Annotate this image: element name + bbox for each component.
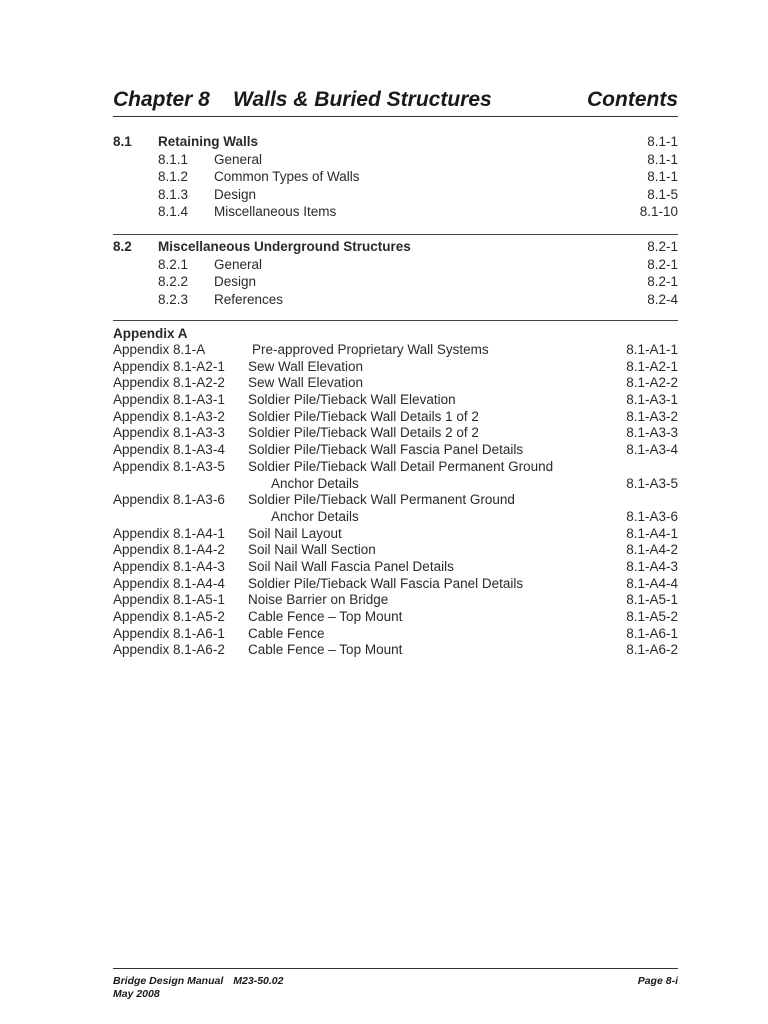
appendix-page: 8.1-A4-2 — [626, 542, 678, 558]
section-title: Miscellaneous Underground Structures — [158, 239, 411, 254]
appendix-code: Appendix 8.1-A3-2 — [113, 408, 225, 424]
appendix-code: Appendix 8.1-A2-1 — [113, 358, 225, 374]
appendix-page: 8.1-A1-1 — [626, 342, 678, 357]
appendix-page: 8.1-A6-1 — [626, 625, 678, 641]
chapter-heading — [113, 88, 492, 112]
appendix-page: 8.1-A4-3 — [626, 558, 678, 574]
section-title: Retaining Walls — [158, 134, 259, 149]
appendix-page: 8.1-A5-1 — [626, 592, 678, 608]
footer-manual-code: M23-50.02 — [233, 975, 284, 987]
appendix-entry-title: Soil Nail Layout — [248, 525, 342, 541]
toc-subsection[interactable] — [113, 203, 678, 221]
section-number: 8.2 — [113, 239, 132, 254]
subsection-number: 8.2.1 — [158, 256, 189, 272]
appendix-entry[interactable] — [113, 342, 678, 359]
section-number: 8.1 — [113, 134, 132, 149]
subsection-title: Design — [214, 186, 257, 202]
appendix-code: Appendix 8.1-A4-2 — [113, 542, 225, 558]
toc-section-heading[interactable] — [113, 238, 678, 256]
toc-appendix-a — [113, 325, 678, 659]
subsection-page: 8.1-5 — [647, 186, 678, 202]
appendix-page: 8.1-A3-2 — [626, 408, 678, 424]
appendix-entry[interactable] — [113, 609, 678, 626]
subsection-title: Common Types of Walls — [214, 169, 360, 185]
appendix-page: 8.1-A3-6 — [626, 508, 678, 524]
appendix-entry[interactable] — [113, 459, 678, 476]
appendix-page: 8.1-A3-1 — [626, 392, 678, 408]
subsection-title: General — [214, 256, 263, 272]
subsection-title: General — [214, 151, 263, 167]
toc-subsection[interactable] — [113, 168, 678, 186]
section-page: 8.1-1 — [647, 134, 678, 149]
appendix-code: Appendix 8.1-A3-5 — [113, 458, 225, 474]
chapter-header — [113, 88, 678, 117]
appendix-entry[interactable] — [113, 592, 678, 609]
appendix-entry-title: Soldier Pile/Tieback Wall Elevation — [248, 392, 456, 408]
subsection-page: 8.2-1 — [647, 256, 678, 272]
footer-page-number: Page 8-i — [637, 975, 678, 987]
section-page: 8.2-1 — [647, 239, 678, 254]
appendix-page: 8.1-A6-2 — [626, 642, 678, 658]
subsection-number: 8.1.4 — [158, 204, 189, 220]
appendix-entry-title: Soldier Pile/Tieback Wall Permanent Ground — [248, 492, 515, 508]
page-footer — [113, 968, 678, 1000]
subsection-number: 8.1.1 — [158, 151, 189, 167]
appendix-code: Appendix 8.1-A3-1 — [113, 392, 225, 408]
appendix-code: Appendix 8.1-A4-3 — [113, 558, 225, 574]
appendix-entry-title: Soldier Pile/Tieback Wall Detail Permanent Ground — [248, 458, 554, 474]
footer-manual: Bridge Design Manual — [113, 975, 224, 987]
toc-section-8-2 — [113, 238, 678, 308]
subsection-page: 8.2-4 — [647, 291, 678, 307]
appendix-entry[interactable] — [113, 526, 678, 543]
appendix-entry-title: Soil Nail Wall Section — [248, 542, 376, 558]
appendix-entry-title: Soldier Pile/Tieback Wall Details 1 of 2 — [248, 408, 479, 424]
appendix-page: 8.1-A5-2 — [626, 609, 678, 624]
appendix-code: Appendix 8.1-A2-2 — [113, 375, 225, 391]
subsection-page: 8.1-1 — [647, 151, 678, 167]
section-divider — [113, 320, 678, 321]
appendix-entry-title: Soil Nail Wall Fascia Panel Details — [248, 558, 454, 574]
appendix-entry-title-cont: Anchor Details — [271, 475, 359, 491]
appendix-entry[interactable] — [113, 492, 678, 509]
appendix-page: 8.1-A4-4 — [626, 575, 678, 591]
subsection-title: References — [214, 291, 284, 307]
appendix-code: Appendix 8.1-A4-1 — [113, 525, 225, 541]
appendix-entry-title: Pre-approved Proprietary Wall Systems — [252, 342, 489, 357]
appendix-entry-title: Cable Fence – Top Mount — [248, 609, 403, 624]
appendix-entry[interactable] — [113, 576, 678, 593]
section-divider — [113, 234, 678, 235]
appendix-page: 8.1-A3-3 — [626, 425, 678, 441]
appendix-entry[interactable] — [113, 642, 678, 659]
appendix-page: 8.1-A3-5 — [626, 475, 678, 491]
subsection-page: 8.1-1 — [647, 169, 678, 185]
toc-subsection[interactable] — [113, 273, 678, 291]
appendix-entry-title: Soldier Pile/Tieback Wall Fascia Panel Details — [248, 442, 524, 458]
appendix-page: 8.1-A3-4 — [626, 442, 678, 458]
subsection-title: Miscellaneous Items — [214, 204, 337, 220]
appendix-entry[interactable] — [113, 425, 678, 442]
appendix-code: Appendix 8.1-A5-2 — [113, 609, 225, 624]
appendix-code: Appendix 8.1-A — [113, 342, 206, 357]
document-page — [113, 0, 678, 1024]
appendix-entry[interactable] — [113, 442, 678, 459]
toc-subsection[interactable] — [113, 256, 678, 274]
appendix-title: Appendix A — [113, 326, 188, 341]
subsection-page: 8.1-10 — [639, 204, 678, 220]
appendix-entry-title: Sew Wall Elevation — [248, 375, 364, 391]
appendix-code: Appendix 8.1-A6-1 — [113, 625, 225, 641]
appendix-entry[interactable] — [113, 409, 678, 426]
subsection-title: Design — [214, 274, 257, 290]
appendix-page: 8.1-A4-1 — [626, 525, 678, 541]
appendix-entry-title: Soldier Pile/Tieback Wall Details 2 of 2 — [248, 425, 479, 441]
chapter-title: Walls & Buried Structures — [233, 88, 492, 111]
appendix-code: Appendix 8.1-A4-4 — [113, 575, 225, 591]
contents-label: Contents — [587, 88, 678, 111]
appendix-code: Appendix 8.1-A3-4 — [113, 442, 225, 458]
appendix-entry-continuation[interactable] — [113, 509, 678, 526]
subsection-number: 8.2.3 — [158, 291, 189, 307]
toc-subsection[interactable] — [113, 291, 678, 309]
appendix-entry-continuation[interactable] — [113, 476, 678, 493]
appendix-entry-title: Cable Fence — [248, 625, 325, 641]
subsection-number: 8.2.2 — [158, 274, 189, 290]
appendix-entry-title: Noise Barrier on Bridge — [248, 592, 389, 608]
subsection-number: 8.1.2 — [158, 169, 189, 185]
appendix-entry-title: Soldier Pile/Tieback Wall Fascia Panel Details — [248, 575, 524, 591]
appendix-entry-title: Sew Wall Elevation — [248, 358, 364, 374]
appendix-page: 8.1-A2-1 — [626, 358, 678, 374]
appendix-entry[interactable] — [113, 542, 678, 559]
toc-section-8-1 — [113, 133, 678, 221]
appendix-entry[interactable] — [113, 359, 678, 376]
subsection-number: 8.1.3 — [158, 186, 189, 202]
appendix-entry[interactable] — [113, 559, 678, 576]
toc-subsection[interactable] — [113, 151, 678, 169]
appendix-entry-title-cont: Anchor Details — [271, 508, 359, 524]
appendix-code: Appendix 8.1-A3-3 — [113, 425, 225, 441]
appendix-entry[interactable] — [113, 626, 678, 643]
appendix-page: 8.1-A2-2 — [626, 375, 678, 391]
appendix-entry[interactable] — [113, 392, 678, 409]
toc-section-heading[interactable] — [113, 133, 678, 151]
appendix-entry-title: Cable Fence – Top Mount — [248, 642, 403, 658]
appendix-code: Appendix 8.1-A5-1 — [113, 592, 225, 608]
footer-left — [113, 975, 283, 1001]
footer-date: May 2008 — [113, 988, 160, 1000]
subsection-page: 8.2-1 — [647, 274, 678, 290]
chapter-number: Chapter 8 — [113, 88, 210, 111]
toc-subsection[interactable] — [113, 186, 678, 204]
appendix-entry[interactable] — [113, 375, 678, 392]
appendix-code: Appendix 8.1-A6-2 — [113, 642, 225, 658]
appendix-code: Appendix 8.1-A3-6 — [113, 492, 225, 508]
